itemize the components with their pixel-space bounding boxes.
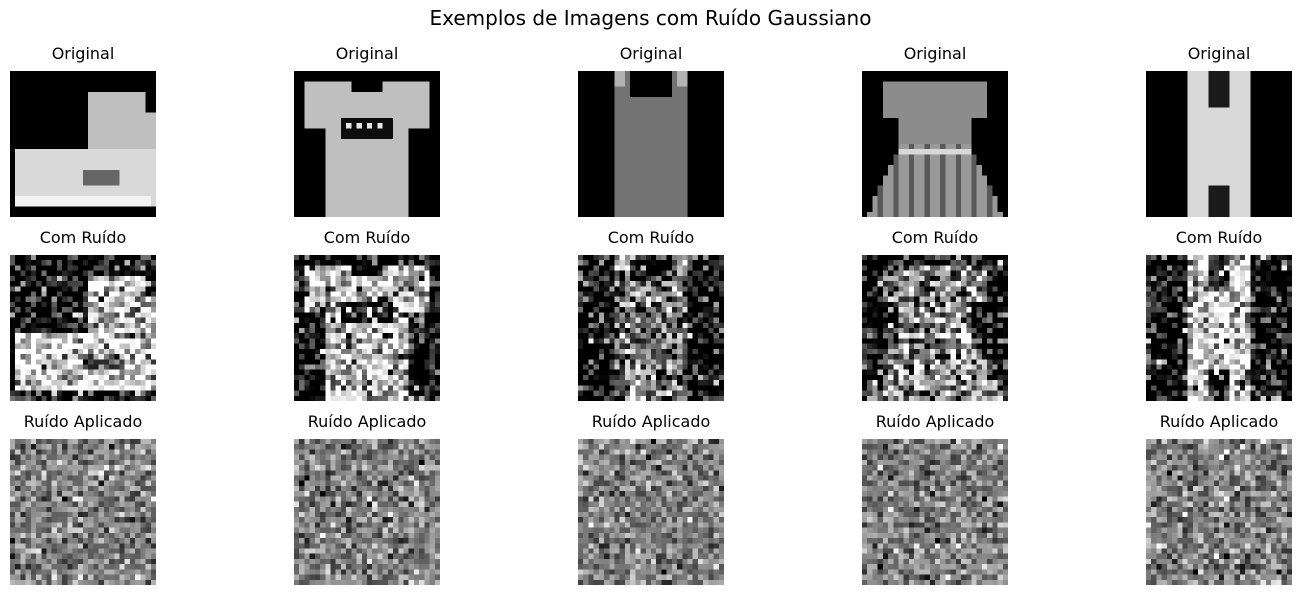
original-image [1146,71,1292,217]
subplot-title: Com Ruído [39,228,127,247]
subplot-title: Com Ruído [607,228,695,247]
original-image [862,71,1008,217]
subplot-title: Ruído Aplicado [591,412,711,431]
noise-image [862,439,1008,585]
noisy-image [578,255,724,401]
original-image [294,71,440,217]
noise-image [294,439,440,585]
subplot-title: Com Ruído [1175,228,1263,247]
subplot-title: Ruído Aplicado [1159,412,1279,431]
figure-title: Exemplos de Imagens com Ruído Gaussiano [429,6,872,30]
subplot-title: Original [619,44,683,63]
original-image [578,71,724,217]
subplot-title: Com Ruído [891,228,979,247]
noise-image [10,439,156,585]
subplot-title: Com Ruído [323,228,411,247]
noisy-image [294,255,440,401]
noise-image [578,439,724,585]
original-image [10,71,156,217]
noisy-image [1146,255,1292,401]
noisy-image [10,255,156,401]
subplot-title: Original [903,44,967,63]
subplot-title: Original [335,44,399,63]
noisy-image [862,255,1008,401]
subplot-title: Ruído Aplicado [307,412,427,431]
noise-image [1146,439,1292,585]
subplot-title: Ruído Aplicado [23,412,143,431]
subplot-title: Original [51,44,115,63]
subplot-title: Original [1187,44,1251,63]
subplot-title: Ruído Aplicado [875,412,995,431]
